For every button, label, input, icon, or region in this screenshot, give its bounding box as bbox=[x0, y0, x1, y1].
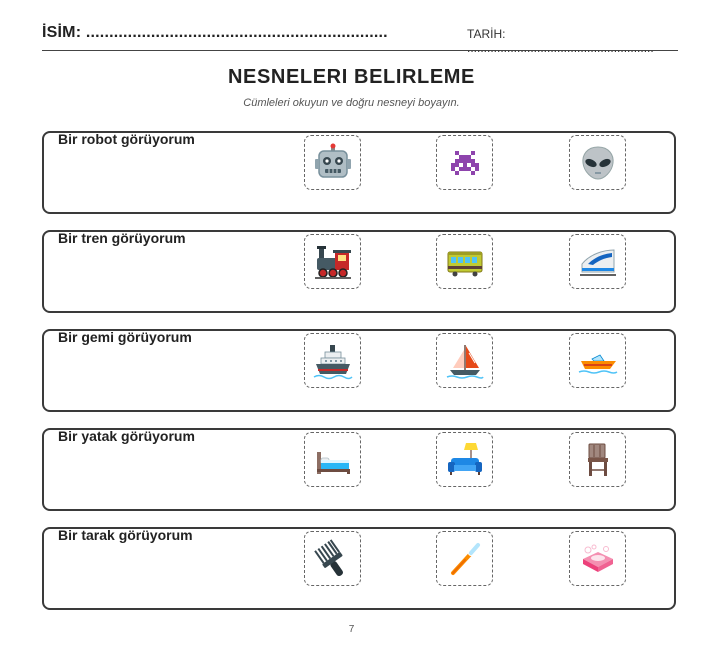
date-field[interactable]: TARİH: ........................................................ bbox=[467, 27, 654, 55]
steam-locomotive-icon bbox=[313, 242, 353, 282]
sentence-label: Bir gemi görüyorum bbox=[58, 329, 192, 345]
choice-box[interactable] bbox=[436, 234, 493, 289]
name-field[interactable]: İSİM: ................................................................. bbox=[42, 24, 388, 41]
header-divider bbox=[42, 50, 678, 51]
chair-icon bbox=[578, 440, 618, 480]
question-row-ship bbox=[42, 329, 676, 412]
choice-box[interactable] bbox=[569, 531, 626, 586]
header bbox=[42, 22, 678, 55]
choice-box[interactable] bbox=[569, 234, 626, 289]
sailboat-icon bbox=[445, 341, 485, 381]
choice-box[interactable] bbox=[304, 234, 361, 289]
bullet-train-icon bbox=[578, 242, 618, 282]
choice-box[interactable] bbox=[304, 432, 361, 487]
space-invader-icon bbox=[445, 143, 485, 183]
choice-box[interactable] bbox=[436, 432, 493, 487]
question-row-robot bbox=[42, 131, 676, 214]
soap-icon bbox=[578, 539, 618, 579]
question-row-comb bbox=[42, 527, 676, 610]
sentence-label: Bir tren görüyorum bbox=[58, 230, 186, 246]
choice-box[interactable] bbox=[569, 135, 626, 190]
couch-and-lamp-icon bbox=[445, 440, 485, 480]
sentence-label: Bir robot görüyorum bbox=[58, 131, 195, 147]
alien-icon bbox=[578, 143, 618, 183]
page-number: 7 bbox=[348, 624, 355, 635]
bed-icon bbox=[313, 440, 353, 480]
comb-icon bbox=[313, 539, 353, 579]
choice-box[interactable] bbox=[436, 333, 493, 388]
robot-icon bbox=[313, 143, 353, 183]
worksheet-title: NESNELERI BELIRLEME bbox=[228, 66, 475, 88]
sentence-label: Bir tarak görüyorum bbox=[58, 527, 193, 543]
ship-icon bbox=[313, 341, 353, 381]
choice-box[interactable] bbox=[569, 333, 626, 388]
toothbrush-icon bbox=[445, 539, 485, 579]
question-row-bed bbox=[42, 428, 676, 511]
choice-box[interactable] bbox=[436, 531, 493, 586]
speedboat-icon bbox=[578, 341, 618, 381]
choice-box[interactable] bbox=[304, 531, 361, 586]
choice-box[interactable] bbox=[304, 333, 361, 388]
railway-car-icon bbox=[445, 242, 485, 282]
sentence-label: Bir yatak görüyorum bbox=[58, 428, 195, 444]
question-row-train bbox=[42, 230, 676, 313]
choice-box[interactable] bbox=[304, 135, 361, 190]
choice-box[interactable] bbox=[569, 432, 626, 487]
worksheet-instructions: Cümleleri okuyun ve doğru nesneyi boyayın. bbox=[243, 97, 460, 109]
choice-box[interactable] bbox=[436, 135, 493, 190]
